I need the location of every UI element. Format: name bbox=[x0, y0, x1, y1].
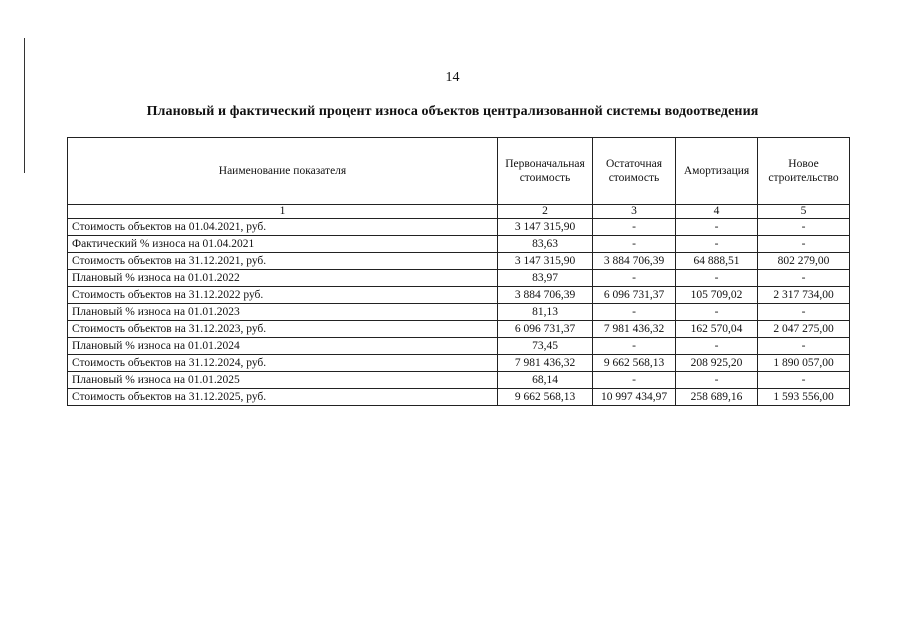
table-cell: - bbox=[593, 338, 676, 355]
table-cell: - bbox=[593, 270, 676, 287]
table-row bbox=[68, 389, 850, 406]
row-label: Стоимость объектов на 31.12.2024, руб. bbox=[68, 355, 498, 372]
page-number: 14 bbox=[445, 70, 460, 85]
row-label: Плановый % износа на 01.01.2024 bbox=[68, 338, 498, 355]
table-cell: - bbox=[758, 304, 850, 321]
table-row bbox=[68, 287, 850, 304]
table-cell: 3 147 315,90 bbox=[498, 219, 593, 236]
table-row bbox=[68, 372, 850, 389]
table-cell: 6 096 731,37 bbox=[593, 287, 676, 304]
table-cell: 9 662 568,13 bbox=[593, 355, 676, 372]
table-cell: - bbox=[676, 338, 758, 355]
row-label: Стоимость объектов на 01.04.2021, руб. bbox=[68, 219, 498, 236]
table-cell: 2 047 275,00 bbox=[758, 321, 850, 338]
table-body bbox=[68, 205, 850, 406]
column-number: 3 bbox=[593, 205, 676, 219]
table-cell: 83,97 bbox=[498, 270, 593, 287]
table-cell: - bbox=[593, 372, 676, 389]
table-cell: 105 709,02 bbox=[676, 287, 758, 304]
header-indicator-name: Наименование показателя bbox=[68, 138, 498, 205]
table-cell: - bbox=[593, 219, 676, 236]
column-number: 2 bbox=[498, 205, 593, 219]
table-cell: - bbox=[676, 372, 758, 389]
column-number: 1 bbox=[68, 205, 498, 219]
table-row bbox=[68, 338, 850, 355]
document-title: Плановый и фактический процент износа объектов централизованной системы водоотведения bbox=[146, 104, 759, 119]
table-cell: 3 147 315,90 bbox=[498, 253, 593, 270]
table-cell: 3 884 706,39 bbox=[498, 287, 593, 304]
table-row bbox=[68, 253, 850, 270]
table-cell: 81,13 bbox=[498, 304, 593, 321]
table-cell: 208 925,20 bbox=[676, 355, 758, 372]
table-cell: 258 689,16 bbox=[676, 389, 758, 406]
table-cell: 2 317 734,00 bbox=[758, 287, 850, 304]
table-cell: 7 981 436,32 bbox=[593, 321, 676, 338]
depreciation-table bbox=[67, 137, 850, 406]
table-cell: 7 981 436,32 bbox=[498, 355, 593, 372]
table-cell: - bbox=[676, 304, 758, 321]
table-cell: 162 570,04 bbox=[676, 321, 758, 338]
table-cell: 1 593 556,00 bbox=[758, 389, 850, 406]
table-cell: - bbox=[758, 270, 850, 287]
header-depreciation: Амортизация bbox=[676, 138, 758, 205]
row-label: Фактический % износа на 01.04.2021 bbox=[68, 236, 498, 253]
table-row bbox=[68, 355, 850, 372]
row-label: Стоимость объектов на 31.12.2022 руб. bbox=[68, 287, 498, 304]
header-residual-cost: Остаточная стоимость bbox=[593, 138, 676, 205]
table-cell: 83,63 bbox=[498, 236, 593, 253]
table-cell: 6 096 731,37 bbox=[498, 321, 593, 338]
table-cell: - bbox=[593, 236, 676, 253]
header-row bbox=[68, 138, 850, 205]
row-label: Стоимость объектов на 31.12.2023, руб. bbox=[68, 321, 498, 338]
table-row bbox=[68, 270, 850, 287]
table-cell: 68,14 bbox=[498, 372, 593, 389]
table-cell: - bbox=[758, 372, 850, 389]
header-new-construction: Новое строительство bbox=[758, 138, 850, 205]
column-number: 4 bbox=[676, 205, 758, 219]
table-cell: - bbox=[758, 338, 850, 355]
table-cell: 802 279,00 bbox=[758, 253, 850, 270]
row-label: Плановый % износа на 01.01.2023 bbox=[68, 304, 498, 321]
table-row bbox=[68, 304, 850, 321]
table-cell: 10 997 434,97 bbox=[593, 389, 676, 406]
column-number-row bbox=[68, 205, 850, 219]
row-label: Плановый % износа на 01.01.2022 bbox=[68, 270, 498, 287]
table-cell: 73,45 bbox=[498, 338, 593, 355]
row-label: Плановый % износа на 01.01.2025 bbox=[68, 372, 498, 389]
table-cell: - bbox=[676, 219, 758, 236]
column-number: 5 bbox=[758, 205, 850, 219]
header-initial-cost: Первоначальная стоимость bbox=[498, 138, 593, 205]
row-label: Стоимость объектов на 31.12.2025, руб. bbox=[68, 389, 498, 406]
table-cell: - bbox=[758, 236, 850, 253]
table-cell: 64 888,51 bbox=[676, 253, 758, 270]
table-row bbox=[68, 321, 850, 338]
table-cell: - bbox=[593, 304, 676, 321]
row-label: Стоимость объектов на 31.12.2021, руб. bbox=[68, 253, 498, 270]
table-cell: 9 662 568,13 bbox=[498, 389, 593, 406]
table-row bbox=[68, 219, 850, 236]
table-cell: - bbox=[758, 219, 850, 236]
table-cell: - bbox=[676, 236, 758, 253]
table-cell: 3 884 706,39 bbox=[593, 253, 676, 270]
table-row bbox=[68, 236, 850, 253]
table-header bbox=[68, 138, 850, 205]
table-cell: - bbox=[676, 270, 758, 287]
table-cell: 1 890 057,00 bbox=[758, 355, 850, 372]
